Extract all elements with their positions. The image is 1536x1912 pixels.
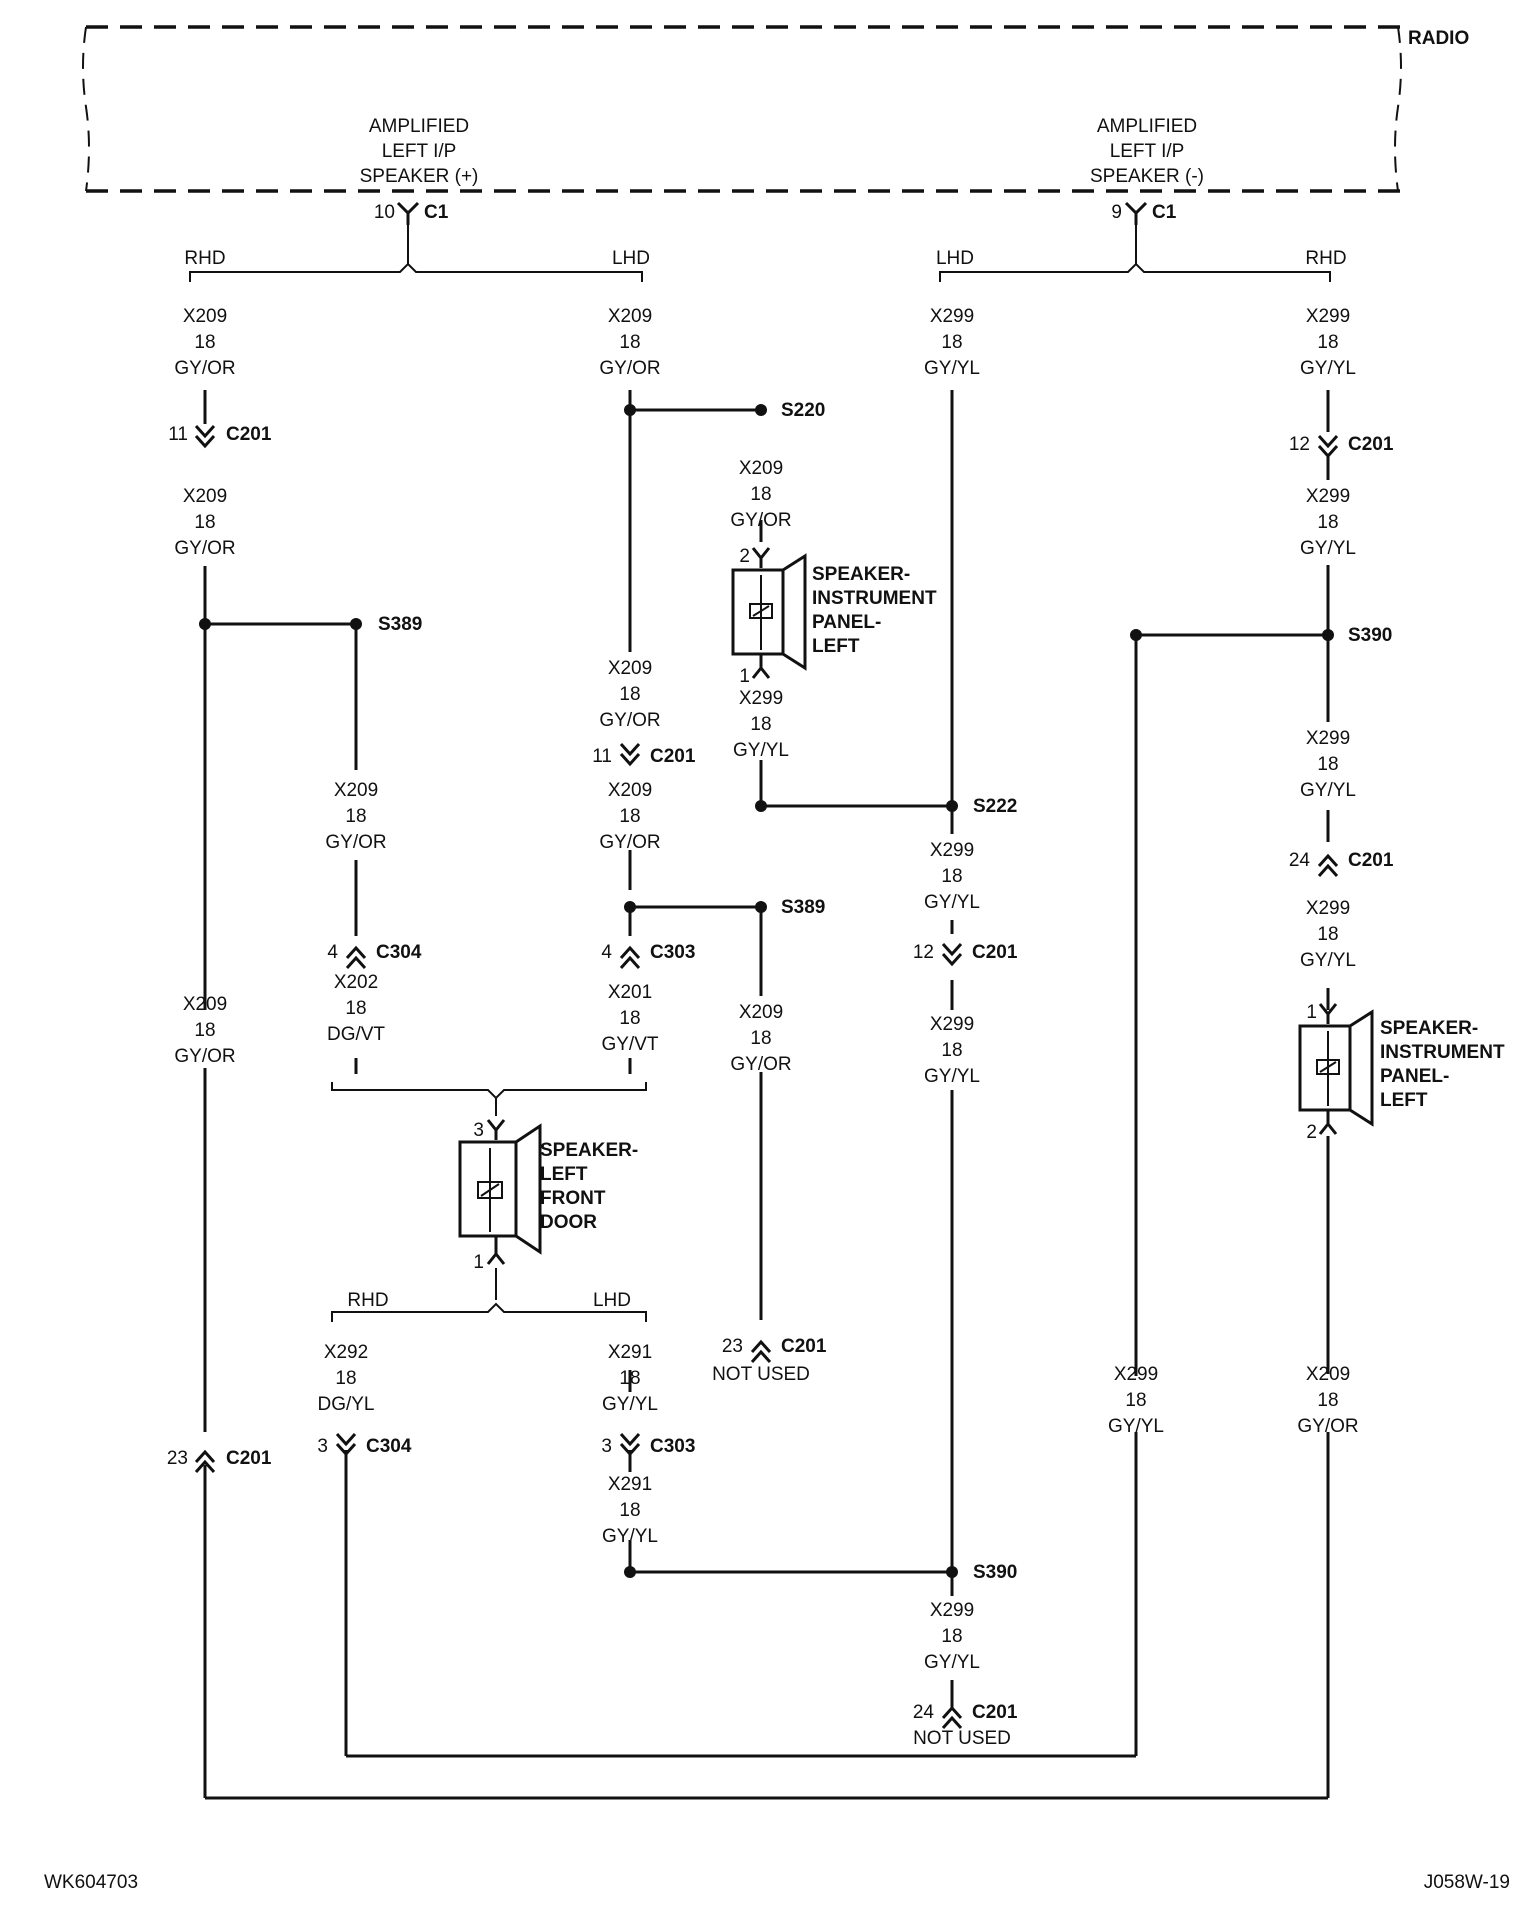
wire-gauge: 18: [619, 684, 641, 705]
wire-circuit: X299: [929, 306, 975, 327]
wire-color: GY/YL: [924, 892, 980, 913]
pin-number: 9: [1111, 202, 1122, 223]
connector-symbol: [398, 203, 418, 225]
lhd-label: LHD: [935, 248, 975, 269]
connector-symbol: [752, 1342, 770, 1362]
connector-label: C201: [972, 1702, 1018, 1723]
wire-color: GY/OR: [599, 832, 661, 853]
door-speaker-junction: [332, 1082, 646, 1116]
wire-gauge: 18: [345, 806, 367, 827]
wire-gauge: 18: [194, 332, 216, 353]
wire-circuit: X299: [1113, 1364, 1159, 1385]
component-label: PANEL-: [812, 612, 882, 633]
connector-label: C303: [650, 942, 696, 963]
splice-dot: [755, 800, 767, 812]
connector-symbol: [347, 948, 365, 968]
wire-circuit: X209: [182, 306, 228, 327]
doc-id-right: J058W-19: [1423, 1872, 1510, 1893]
wire-circuit: X292: [323, 1342, 369, 1363]
pin-number: 1: [1306, 1002, 1317, 1023]
wire-gauge: 18: [1317, 512, 1339, 533]
pin-number: 24: [1288, 850, 1310, 871]
speaker-left-front-door: [460, 1120, 638, 1273]
branch-door-lower: [332, 1268, 646, 1322]
not-used-label: NOT USED: [913, 1728, 1011, 1749]
splice-label: S389: [378, 614, 423, 635]
wire-circuit: X299: [929, 1600, 975, 1621]
wire-circuit: X209: [1305, 1364, 1351, 1385]
lhd-label: LHD: [611, 248, 651, 269]
wire-circuit: X299: [738, 688, 784, 709]
wire-color: GY/OR: [1297, 1416, 1359, 1437]
pin-number: 4: [601, 942, 612, 963]
wire-gauge: 18: [941, 866, 963, 887]
pin-number: 11: [592, 746, 612, 767]
wire-circuit: X209: [182, 486, 228, 507]
connector-label: C201: [226, 1448, 272, 1469]
wire-color: GY/YL: [1300, 780, 1356, 801]
wire-circuit: X291: [607, 1342, 653, 1363]
wire-gauge: 18: [619, 332, 641, 353]
wire-circuit: X209: [333, 780, 379, 801]
wire-color: GY/YL: [1300, 538, 1356, 559]
wire-gauge: 18: [1125, 1390, 1147, 1411]
wire-color: GY/YL: [602, 1394, 658, 1415]
connector-label: C201: [1348, 434, 1394, 455]
splice-label: S390: [1348, 625, 1393, 646]
wire-color: GY/YL: [924, 358, 980, 379]
pin-label-line: LEFT I/P: [1109, 141, 1185, 162]
wire-lines: [205, 390, 1328, 1798]
splice-dot: [1130, 629, 1142, 641]
wire-color: GY/OR: [174, 358, 236, 379]
speaker-ip-left-lower: [1300, 1002, 1505, 1143]
wire-circuit: X299: [1305, 306, 1351, 327]
pin-number: 10: [373, 202, 395, 223]
wire-circuit: X209: [607, 780, 653, 801]
pin-number: 3: [473, 1120, 484, 1141]
connector-label: C201: [650, 746, 696, 767]
splice-dot: [624, 901, 636, 913]
wire-color: GY/OR: [599, 358, 661, 379]
splice-label: S389: [781, 897, 826, 918]
wire-gauge: 18: [750, 714, 772, 735]
wire-color: GY/YL: [1108, 1416, 1164, 1437]
wire-color: GY/OR: [730, 510, 792, 531]
splice-dot: [755, 404, 767, 416]
connector-symbol: [1126, 203, 1146, 225]
pin-number: 4: [327, 942, 338, 963]
wire-color: GY/OR: [174, 1046, 236, 1067]
component-label: INSTRUMENT: [812, 588, 937, 609]
connector-label: C304: [366, 1436, 412, 1457]
connector-symbol: [621, 948, 639, 968]
wire-circuit: X202: [333, 972, 379, 993]
rhd-label: RHD: [347, 1290, 389, 1311]
wire-gauge: 18: [619, 806, 641, 827]
component-label: LEFT: [812, 636, 860, 657]
pin-number: 2: [1306, 1122, 1317, 1143]
wire-circuit: X299: [1305, 898, 1351, 919]
wire-circuit: X299: [1305, 728, 1351, 749]
wire-circuit: X209: [607, 306, 653, 327]
component-label: LEFT: [540, 1164, 588, 1185]
wire-color: GY/YL: [733, 740, 789, 761]
component-label: DOOR: [540, 1212, 597, 1233]
speaker-ip-left-upper: [733, 546, 937, 687]
connector-label: C201: [226, 424, 272, 445]
component-label: SPEAKER-: [1380, 1018, 1479, 1039]
branch-plus: [184, 225, 650, 282]
rhd-label: RHD: [1305, 248, 1347, 269]
wire-gauge: 18: [1317, 1390, 1339, 1411]
wire-gauge: 18: [194, 1020, 216, 1041]
component-label: LEFT: [1380, 1090, 1428, 1111]
wire-color: DG/YL: [317, 1394, 375, 1415]
connector-label: C303: [650, 1436, 696, 1457]
wire-circuit: X299: [929, 1014, 975, 1035]
connector-symbol: [196, 426, 214, 446]
splice-dot: [755, 901, 767, 913]
wire-gauge: 18: [345, 998, 367, 1019]
wire-color: GY/YL: [924, 1652, 980, 1673]
splice-dot: [350, 618, 362, 630]
radio-component: [83, 27, 1469, 191]
wire-gauge: 18: [941, 1626, 963, 1647]
radio-pin-plus: [360, 116, 479, 225]
wire-circuit: X299: [929, 840, 975, 861]
pin-label-line: AMPLIFIED: [1096, 116, 1198, 137]
wire-color: GY/YL: [602, 1526, 658, 1547]
connector-symbol: [1319, 436, 1337, 456]
doc-id-left: WK604703: [44, 1872, 139, 1893]
connector-label: C304: [376, 942, 422, 963]
wire-color: GY/YL: [1300, 950, 1356, 971]
wire-circuit: X209: [607, 658, 653, 679]
connector-label: C201: [1348, 850, 1394, 871]
wire-color: GY/OR: [599, 710, 661, 731]
wire-gauge: 18: [619, 1500, 641, 1521]
wire-color: GY/OR: [325, 832, 387, 853]
wire-gauge: 18: [1317, 332, 1339, 353]
splice-dot: [624, 1566, 636, 1578]
splice-dot: [199, 618, 211, 630]
wire-circuit: X201: [607, 982, 653, 1003]
wire-circuit: X209: [738, 458, 784, 479]
wire-gauge: 18: [619, 1368, 641, 1389]
pin-label-line: LEFT I/P: [381, 141, 457, 162]
connector-symbol: [1319, 856, 1337, 876]
wire-gauge: 18: [619, 1008, 641, 1029]
connector-label: C1: [424, 202, 449, 223]
pin-number: 12: [912, 942, 934, 963]
wire-circuit: X209: [738, 1002, 784, 1023]
connector-label: C201: [972, 942, 1018, 963]
connector-symbol: [621, 744, 639, 764]
pin-number: 24: [912, 1702, 934, 1723]
wire-color: GY/YL: [924, 1066, 980, 1087]
wire-gauge: 18: [1317, 754, 1339, 775]
wire-color: GY/OR: [730, 1054, 792, 1075]
wire-gauge: 18: [750, 484, 772, 505]
pin-number: 11: [168, 424, 188, 445]
pin-number: 3: [317, 1436, 328, 1457]
connector-symbol: [943, 1708, 961, 1728]
pin-label-line: SPEAKER (+): [359, 166, 479, 187]
splice-dot: [946, 800, 958, 812]
wire-circuit: X291: [607, 1474, 653, 1495]
wire-gauge: 18: [194, 512, 216, 533]
wire-gauge: 18: [750, 1028, 772, 1049]
wire-circuit: X299: [1305, 486, 1351, 507]
component-label: PANEL-: [1380, 1066, 1450, 1087]
pin-number: 2: [739, 546, 750, 567]
component-label: SPEAKER-: [540, 1140, 639, 1161]
speaker-body: [460, 1142, 516, 1236]
connector-symbol: [943, 944, 961, 964]
connector-label: C1: [1152, 202, 1177, 223]
splice-label: S222: [973, 796, 1018, 817]
pin-label-line: SPEAKER (-): [1089, 166, 1205, 187]
radio-title: RADIO: [1408, 28, 1470, 49]
component-label: INSTRUMENT: [1380, 1042, 1505, 1063]
pin-number: 23: [721, 1336, 743, 1357]
splice-dot: [1322, 629, 1334, 641]
pin-number: 3: [601, 1436, 612, 1457]
wire-color: GY/YL: [1300, 358, 1356, 379]
wire-gauge: 18: [941, 1040, 963, 1061]
wire-circuit: X209: [182, 994, 228, 1015]
wire-color: DG/VT: [326, 1024, 386, 1045]
pin-number: 1: [739, 666, 750, 687]
wire-gauge: 18: [1317, 924, 1339, 945]
wire-color: GY/VT: [601, 1034, 659, 1055]
pin-label-line: AMPLIFIED: [368, 116, 470, 137]
wire-gauge: 18: [941, 332, 963, 353]
splice-label: S390: [973, 1562, 1018, 1583]
splice-dot: [946, 1566, 958, 1578]
pin-number: 12: [1288, 434, 1310, 455]
wire-labels: [174, 306, 1358, 1673]
component-label: SPEAKER-: [812, 564, 911, 585]
component-label: FRONT: [540, 1188, 606, 1209]
lhd-label: LHD: [592, 1290, 632, 1311]
pin-number: 23: [166, 1448, 188, 1469]
wire-gauge: 18: [335, 1368, 357, 1389]
wire-color: GY/OR: [174, 538, 236, 559]
splice-dot: [624, 404, 636, 416]
rhd-label: RHD: [184, 248, 226, 269]
splice-label: S220: [781, 400, 826, 421]
connector-label: C201: [781, 1336, 827, 1357]
pin-number: 1: [473, 1252, 484, 1273]
radio-pin-minus: [1090, 116, 1204, 225]
branch-minus: [936, 225, 1347, 282]
not-used-label: NOT USED: [712, 1364, 810, 1385]
